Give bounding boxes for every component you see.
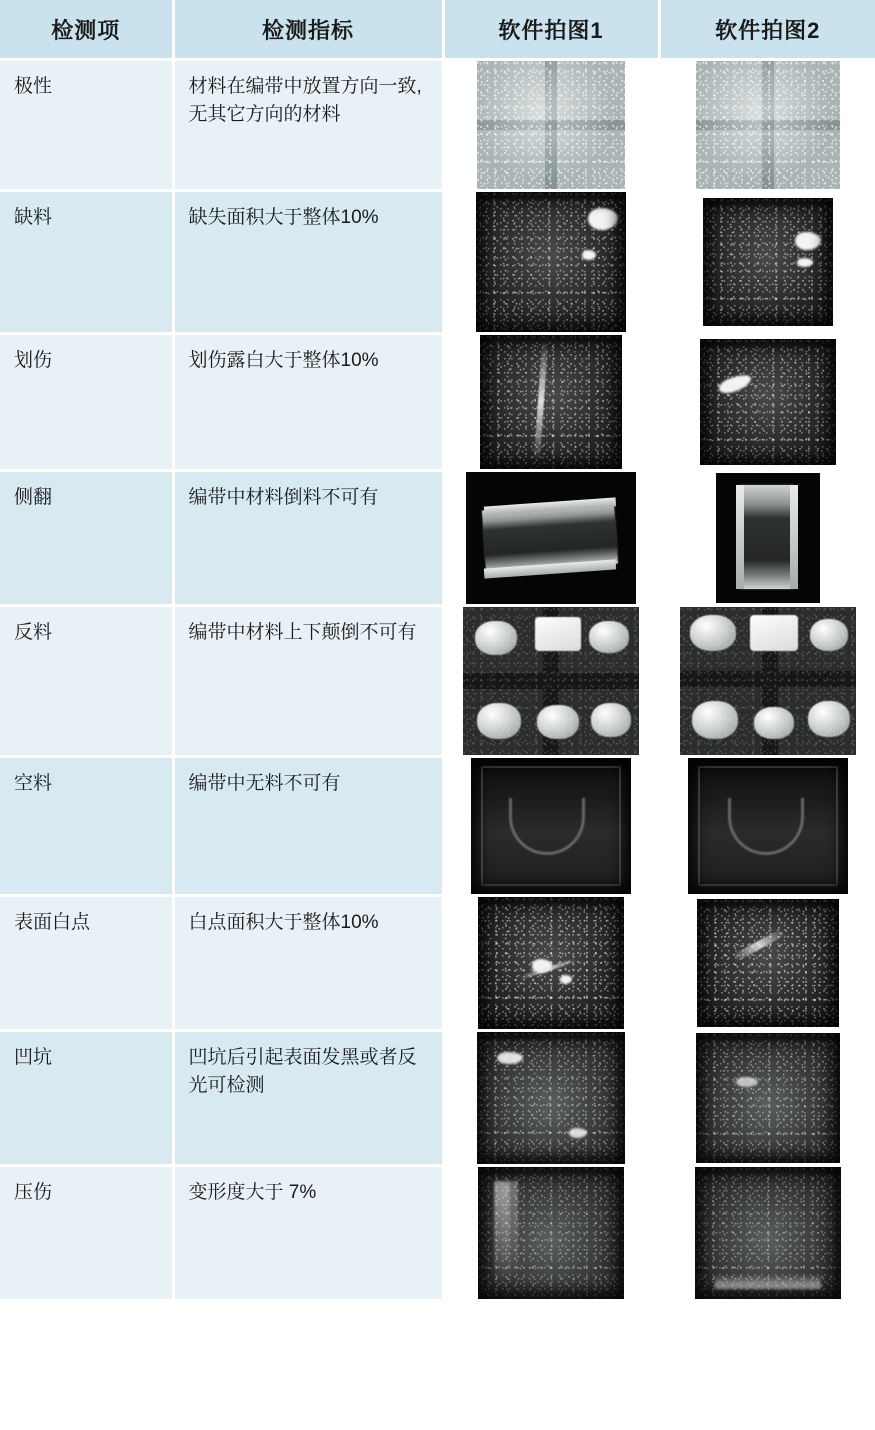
table-header (0, 0, 875, 60)
cell-image1 (443, 471, 659, 606)
cell-item (0, 191, 173, 334)
vignette-overlay-icon (696, 1033, 840, 1163)
vignette-overlay-icon (480, 335, 622, 469)
cell-criteria: 编带中材料上下颠倒不可有 (173, 606, 443, 757)
highlight-overlay-icon (477, 61, 625, 189)
crush-damage-sample-image-1 (478, 1167, 624, 1299)
empty-pocket-sample-image-1 (471, 758, 631, 894)
item-label: 凹坑 (14, 1047, 53, 1068)
cell-criteria: 编带中材料倒料不可有 (173, 471, 443, 606)
column-header-item: 检测项 (0, 0, 173, 60)
table-row (0, 606, 875, 757)
cell-item (0, 896, 173, 1031)
table-row (0, 1031, 875, 1166)
missing-material-sample-image-1 (476, 192, 626, 332)
table-row (0, 757, 875, 896)
column-header-criteria: 检测指标 (173, 0, 443, 60)
vignette-overlay-icon (471, 758, 631, 894)
cell-image1 (443, 191, 659, 334)
scratch-sample-image-2 (700, 339, 836, 465)
component-body-icon (740, 485, 794, 589)
item-label: 划伤 (14, 350, 53, 371)
vignette-overlay-icon (695, 1167, 841, 1299)
table-body (0, 60, 875, 1301)
table-row (0, 191, 875, 334)
reverse-material-sample-image-2 (680, 607, 856, 755)
cell-criteria: 变形度大于 7% (173, 1166, 443, 1301)
vignette-overlay-icon (478, 1167, 624, 1299)
highlight-overlay-icon (696, 61, 840, 189)
texture-overlay-icon (680, 607, 856, 755)
table-row (0, 334, 875, 471)
column-header-image2: 软件拍图2 (659, 0, 875, 60)
pit-sample-image-1 (477, 1032, 625, 1164)
side-flip-sample-image-1 (466, 472, 636, 604)
cell-image2 (659, 471, 875, 606)
vignette-overlay-icon (688, 758, 848, 894)
table-row (0, 896, 875, 1031)
cell-image2 (659, 606, 875, 757)
cell-item (0, 1031, 173, 1166)
side-flip-sample-image-2 (716, 473, 820, 603)
item-label: 空料 (14, 773, 53, 794)
cell-criteria: 编带中无料不可有 (173, 757, 443, 896)
scratch-sample-image-1 (480, 335, 622, 469)
cell-image1 (443, 1031, 659, 1166)
crush-damage-sample-image-2 (695, 1167, 841, 1299)
cell-item (0, 60, 173, 191)
table-row (0, 1166, 875, 1301)
vignette-overlay-icon (697, 899, 839, 1027)
cell-criteria: 材料在编带中放置方向一致, 无其它方向的材料 (173, 60, 443, 191)
cell-image2 (659, 1031, 875, 1166)
item-label: 反料 (14, 622, 53, 643)
cell-image2 (659, 191, 875, 334)
header-row (0, 0, 875, 60)
white-spot-sample-image-1 (478, 897, 624, 1029)
cell-image1 (443, 60, 659, 191)
white-spot-sample-image-2 (697, 899, 839, 1027)
cell-image1 (443, 896, 659, 1031)
cell-image2 (659, 60, 875, 191)
column-header-image1: 软件拍图1 (443, 0, 659, 60)
vignette-overlay-icon (478, 897, 624, 1029)
polarity-sample-image-1 (477, 61, 625, 189)
cell-item (0, 757, 173, 896)
item-label: 缺料 (14, 207, 53, 228)
cell-item (0, 471, 173, 606)
missing-material-sample-image-2 (703, 198, 833, 326)
vignette-overlay-icon (703, 198, 833, 326)
item-label: 极性 (14, 76, 53, 97)
cell-item (0, 1166, 173, 1301)
item-label: 压伤 (14, 1182, 53, 1203)
cell-item (0, 606, 173, 757)
cell-criteria: 划伤露白大于整体10% (173, 334, 443, 471)
table-row (0, 471, 875, 606)
cell-criteria: 凹坑后引起表面发黑或者反光可检测 (173, 1031, 443, 1166)
item-label: 侧翻 (14, 487, 53, 508)
cell-image1 (443, 757, 659, 896)
cell-criteria: 缺失面积大于整体10% (173, 191, 443, 334)
cell-image2 (659, 896, 875, 1031)
cell-image2 (659, 757, 875, 896)
cell-image2 (659, 1166, 875, 1301)
cell-criteria: 白点面积大于整体10% (173, 896, 443, 1031)
table-row (0, 60, 875, 191)
vignette-overlay-icon (477, 1032, 625, 1164)
vignette-overlay-icon (700, 339, 836, 465)
reverse-material-sample-image-1 (463, 607, 639, 755)
cell-image1 (443, 606, 659, 757)
cell-image2 (659, 334, 875, 471)
texture-overlay-icon (463, 607, 639, 755)
cell-image1 (443, 1166, 659, 1301)
pit-sample-image-2 (696, 1033, 840, 1163)
component-cap-icon (736, 485, 744, 589)
component-base-icon (790, 485, 798, 589)
empty-pocket-sample-image-2 (688, 758, 848, 894)
item-label: 表面白点 (14, 912, 91, 933)
cell-image1 (443, 334, 659, 471)
vignette-overlay-icon (476, 192, 626, 332)
cell-item (0, 334, 173, 471)
polarity-sample-image-2 (696, 61, 840, 189)
